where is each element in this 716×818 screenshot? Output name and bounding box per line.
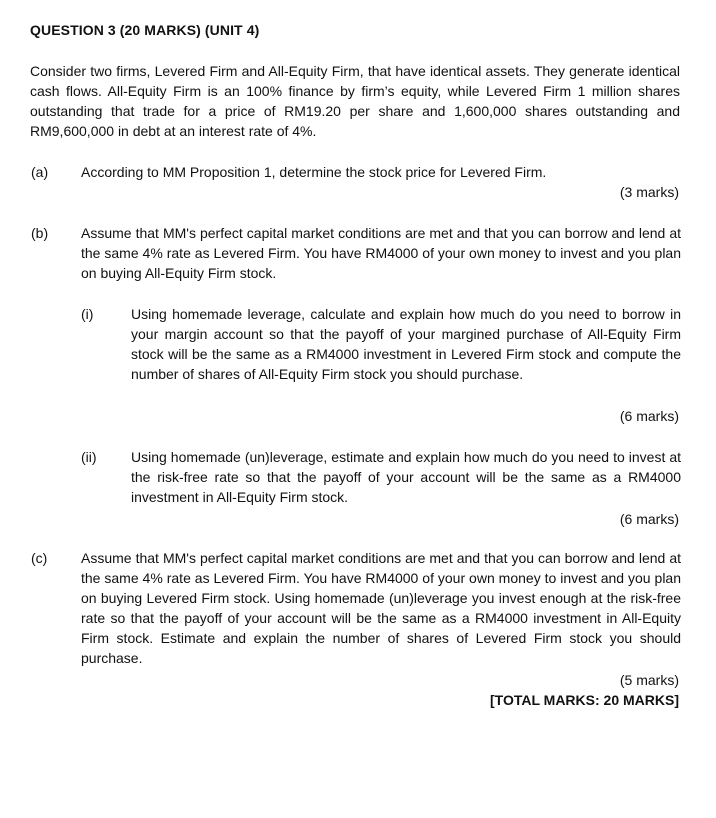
part-b-label: (b) — [31, 225, 49, 241]
part-c-label: (c) — [31, 550, 48, 566]
part-b-ii-text: Using homemade (un)leverage, estimate and explain how much do you need to invest at the risk-free rate so that the payoff of your account will be the same as a RM4000 investment in All-Equity Firm stock. — [131, 449, 681, 505]
part-a-text: According to MM Proposition 1, determine the stock price for Levered Firm. — [81, 164, 547, 180]
part-c-marks: (5 marks) — [619, 672, 679, 688]
part-b-i-label: (i) — [81, 306, 94, 322]
part-b-i-marks: (6 marks) — [619, 408, 679, 424]
question-intro: Consider two firms, Levered Firm and All-Equity Firm, that have identical assets. They generate identical cash flows. All-Equity Firm is an 100% finance by firm’s equity, while Levered Firm 1 million shares outstanding that trade for a price of RM19.20 per share and 1,600,000 shares outstanding and RM9,600,000 in debt at an interest rate of 4%. — [30, 63, 680, 139]
part-a-marks: (3 marks) — [619, 184, 679, 200]
question-title: QUESTION 3 (20 MARKS) (UNIT 4) — [30, 22, 260, 38]
part-b-ii-marks: (6 marks) — [619, 511, 679, 527]
part-b-text: Assume that MM's perfect capital market conditions are met and that you can borrow and lend at the same 4% rate as Levered Firm. You have RM4000 of your own money to invest and you plan on buying All-Equity Firm stock. — [81, 225, 681, 281]
total-marks: [TOTAL MARKS: 20 MARKS] — [490, 692, 679, 708]
part-b-i-text: Using homemade leverage, calculate and explain how much do you need to borrow in your margin account so that the payoff of your margined purchase of All-Equity Firm stock will be the same as a RM4000 investment in Levered Firm stock and compute the number of shares of All-Equity Firm stock you should purchase. — [131, 306, 681, 382]
part-c-text: Assume that MM's perfect capital market conditions are met and that you can borrow and lend at the same 4% rate as Levered Firm. You have RM4000 of your own money to invest and you plan on buying Levered Firm stock. Using homemade (un)leverage you invest enough at the risk-free rate so that the payoff of your account will be the same as a RM4000 investment in All-Equity Firm stock. Estimate and explain the number of shares of Levered Firm stock you should purchase. — [81, 550, 681, 666]
part-a-label: (a) — [31, 164, 49, 180]
part-b-ii-label: (ii) — [81, 449, 97, 465]
